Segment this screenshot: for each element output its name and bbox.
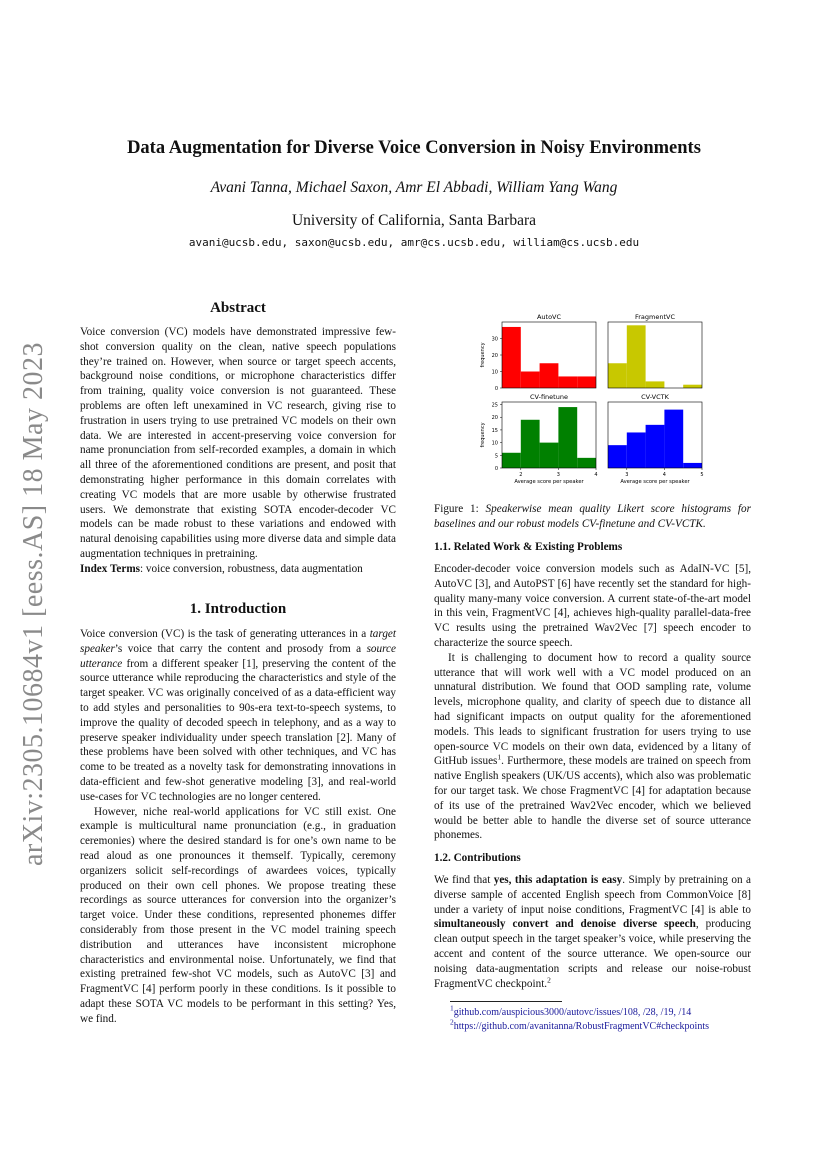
footnote-link[interactable]: github.com/auspicious3000/autovc/issues/108, /28, /19, /14 (453, 1007, 692, 1018)
related-paragraph-2 (434, 651, 751, 843)
bar-cv-vctk (683, 463, 702, 468)
related-text: It is challenging to document how to record a quality source utterance that will work well with a VC model produced on an unnatural distribution. We found that OOD sampling rate, volume levels, microphone quality, and clarity of speech due to distance all had significant impacts on output quality for the aforementioned models. This leads to significant frustration for users trying to use open-source VC models on their own data, evidenced by a litany of GitHub issues (434, 651, 751, 768)
contributions-heading: 1.2. Contributions (434, 852, 521, 864)
abstract-heading: Abstract (210, 300, 266, 316)
footnote-1[interactable] (450, 1003, 692, 1018)
affiliation: University of California, Santa Barbara (291, 212, 537, 229)
bar-fragmentvc (683, 385, 702, 388)
author-list: Avani Tanna, Michael Saxon, Amr El Abbadi, William Yang Wang (210, 179, 618, 196)
abstract-body (80, 325, 396, 577)
paper-title: Data Augmentation for Diverse Voice Conversion in Noisy Environments (127, 138, 701, 158)
figure-1-histograms (470, 310, 710, 490)
ytick-label-cv-finetune: 10 (491, 440, 498, 447)
bar-autovc (577, 376, 596, 388)
intro-paragraph-1 (80, 627, 396, 805)
bar-autovc (521, 372, 540, 389)
contrib-bold: yes, this adaptation is easy (493, 874, 623, 886)
abstract-text: Voice conversion (VC) models have demonstrated impressive few-shot conversion quality on the clean, native speech populations they’re trained on. However, when source or target speech accents, background noise conditions, or microphone characteristics differ from training, quality voice conversion is not guaranteed. These problems are often left unexamined in VC research, giving rise to frustration in users trying to use pretrained VC models on their own data. We are interested in accent-preserving voice conversion for name pronunciation from self-recorded examples, a domain in which all three of the aforementioned conditions are present, and posit that demonstrating higher performance in this domain correlates with creating VC models that are more usable by otherwise frustrated users. We demonstrate that existing SOTA encoder-decoder VC models can be made robust to these variations and endowed with natural denoising capabilities using more diverse data and simple data augmentation techniques in pretraining. (80, 326, 396, 560)
intro-paragraph-2: However, niche real-world applications for VC still exist. One example is multicultural name pronunciation (e.g., in graduation ceremonies) where the desired standard is for one’s own name to be read aloud as one pronounces it themself. Typically, ceremony organizers solicit self-recordings of awardees voices, typically produced on their own cell phones. We propose treating these recordings as source utterances for conversion into the organizer’s target voice. Under these conditions, represented phonemes differ considerably from those present in the VC model training speech distribution and utterances have inconsistent microphone characteristics and environmental noise. Unfortunately, we find that existing pretrained few-shot VC models, such as AutoVC [3] and FragmentVC [4] perform poorly in these conditions. Is it possible to adapt these SOTA VC models to be performant in this setting? Yes, we find. (80, 805, 396, 1025)
index-terms-label: Index Terms (80, 562, 140, 575)
author-emails: avani@ucsb.edu, saxon@ucsb.edu, amr@cs.ucsb.edu, william@cs.ucsb.edu (188, 236, 640, 249)
bar-cv-vctk (646, 425, 665, 468)
footnote-2[interactable] (450, 1017, 709, 1032)
contributions-paragraph (434, 873, 751, 991)
bar-autovc (502, 327, 521, 388)
intro-text: from a different speaker [1], preserving the content of the source utterance while reproducing the characteristics and style of the target speaker. VC was originally conceived of as a data-efficient way to add styles and personalities to 90s-era text-to-speech systems, to improve the quality of decoded speech in telephony, and as a way to preserve speaker individuality under speech translation [2]. Many of these problems have been solved with other techniques, and VC has come to be treated as a novelty task for demonstrating innovations in data-efficient and few-shot generative modeling [3], and real-world use-cases for VC technologies are no longer centered. (80, 657, 396, 803)
related-work-heading: 1.1. Related Work & Existing Problems (434, 541, 623, 553)
xlabel-cv-vctk: Average score per speaker (620, 479, 690, 485)
footnote-marker: 1 (497, 752, 502, 762)
bar-cv-vctk (627, 432, 646, 468)
related-paragraph-1: Encoder-decoder voice conversion models such as AdaIN-VC [5], AutoVC [3], and AutoPST [6] have recently set the standard for high-quality many-many voice conversion. A current state-of-the-art model in this vein, FragmentVC [4], achieves high-quality parallel-data-free VC results using the pretrained Wav2Vec [7] speech encoder to characterize the source speech. (434, 563, 751, 649)
contrib-text: , producing clean output speech in the target speaker’s voice, while preserving the accent and content of the source utterance. We open-source our noising data-augmentation scripts and release our noise-robust FragmentVC checkpoint. (434, 918, 751, 990)
ytick-label-cv-finetune: 5 (494, 453, 498, 460)
bar-autovc (558, 376, 577, 388)
ytick-label-autovc: 0 (494, 386, 498, 392)
panel-title-autovc: AutoVC (536, 313, 562, 321)
ytick-label-autovc: 20 (491, 353, 498, 359)
bar-cv-finetune (577, 458, 596, 468)
index-terms-text: : voice conversion, robustness, data augmentation (140, 562, 363, 575)
ylabel-autovc: frequency (480, 342, 486, 368)
footnote-link[interactable]: https://github.com/avanitanna/RobustFragmentVC#checkpoints (453, 1021, 709, 1032)
xtick-label-cv-vctk: 4 (662, 472, 666, 478)
xlabel-cv-finetune: Average score per speaker (514, 479, 584, 485)
arxiv-identifier: arXiv:2305.10684v1 [eess.AS] 18 May 2023 (18, 342, 49, 866)
index-terms (80, 562, 396, 577)
intro-emphasis: target speaker (80, 628, 396, 655)
xtick-label-cv-vctk: 5 (700, 472, 704, 478)
related-text: . Furthermore, these models are trained on speech from native English speakers (UK/US accents), which also was problematic for our target task. We chose FragmentVC [4] for adaptation because of its use of the pretrained Wav2Vec encoder, which we believed would be better able to handle the diverse set of source utterance phonemes. (434, 755, 751, 842)
footnote-marker: 2 (547, 974, 551, 984)
panel-title-cv-finetune: CV-finetune (530, 393, 568, 401)
ytick-label-cv-finetune: 25 (491, 402, 498, 409)
ytick-label-autovc: 10 (491, 369, 498, 376)
related-work-body (434, 562, 751, 843)
contrib-text: . Simply by pretraining on a diverse sample of accented English speech from CommonVoice [8] under a variety of input noise conditions, FragmentVC [4] is able to (434, 874, 751, 916)
footnote-rule (450, 1001, 562, 1002)
contributions-body (434, 873, 751, 991)
bar-cv-finetune (540, 443, 559, 468)
xtick-label-cv-finetune: 3 (556, 472, 560, 478)
bar-cv-vctk (664, 410, 683, 468)
footnote-number: 1 (450, 1003, 454, 1013)
bar-cv-finetune (521, 420, 540, 468)
figure-caption (434, 502, 751, 532)
intro-body (80, 627, 396, 1027)
bar-fragmentvc (646, 381, 665, 388)
intro-emphasis: source utterance (80, 642, 396, 670)
ylabel-cv-finetune: frequency (480, 422, 486, 448)
bar-autovc (540, 363, 559, 388)
ytick-label-cv-finetune: 0 (494, 466, 498, 472)
intro-text: Voice conversion (VC) is the task of generating utterances in a (80, 628, 370, 640)
panel-title-fragmentvc: FragmentVC (634, 313, 676, 321)
bar-cv-vctk (608, 445, 627, 468)
intro-heading: 1. Introduction (189, 601, 287, 617)
contrib-text: We find that (434, 874, 494, 886)
xtick-label-cv-vctk: 3 (625, 472, 629, 478)
bar-cv-finetune (558, 407, 577, 468)
figure-caption-label: Figure 1: (434, 503, 486, 515)
panel-title-cv-vctk: CV-VCTK (641, 393, 669, 401)
bar-fragmentvc (608, 363, 627, 388)
ytick-label-cv-finetune: 15 (491, 427, 498, 434)
ytick-label-cv-finetune: 20 (491, 415, 498, 422)
ytick-label-autovc: 30 (491, 336, 498, 343)
figure-caption-text: Speakerwise mean quality Likert score histograms for baselines and our robust models CV-finetune and CV-VCTK. (434, 503, 751, 530)
xtick-label-cv-finetune: 4 (594, 472, 598, 478)
contrib-bold: simultaneously convert and denoise diverse speech (434, 918, 696, 931)
bar-cv-finetune (502, 453, 521, 468)
footnote-number: 2 (450, 1017, 454, 1027)
xtick-label-cv-finetune: 2 (519, 472, 523, 478)
bar-fragmentvc (627, 325, 646, 388)
intro-text: ’s voice that carry the content and prosody from a (114, 642, 367, 655)
